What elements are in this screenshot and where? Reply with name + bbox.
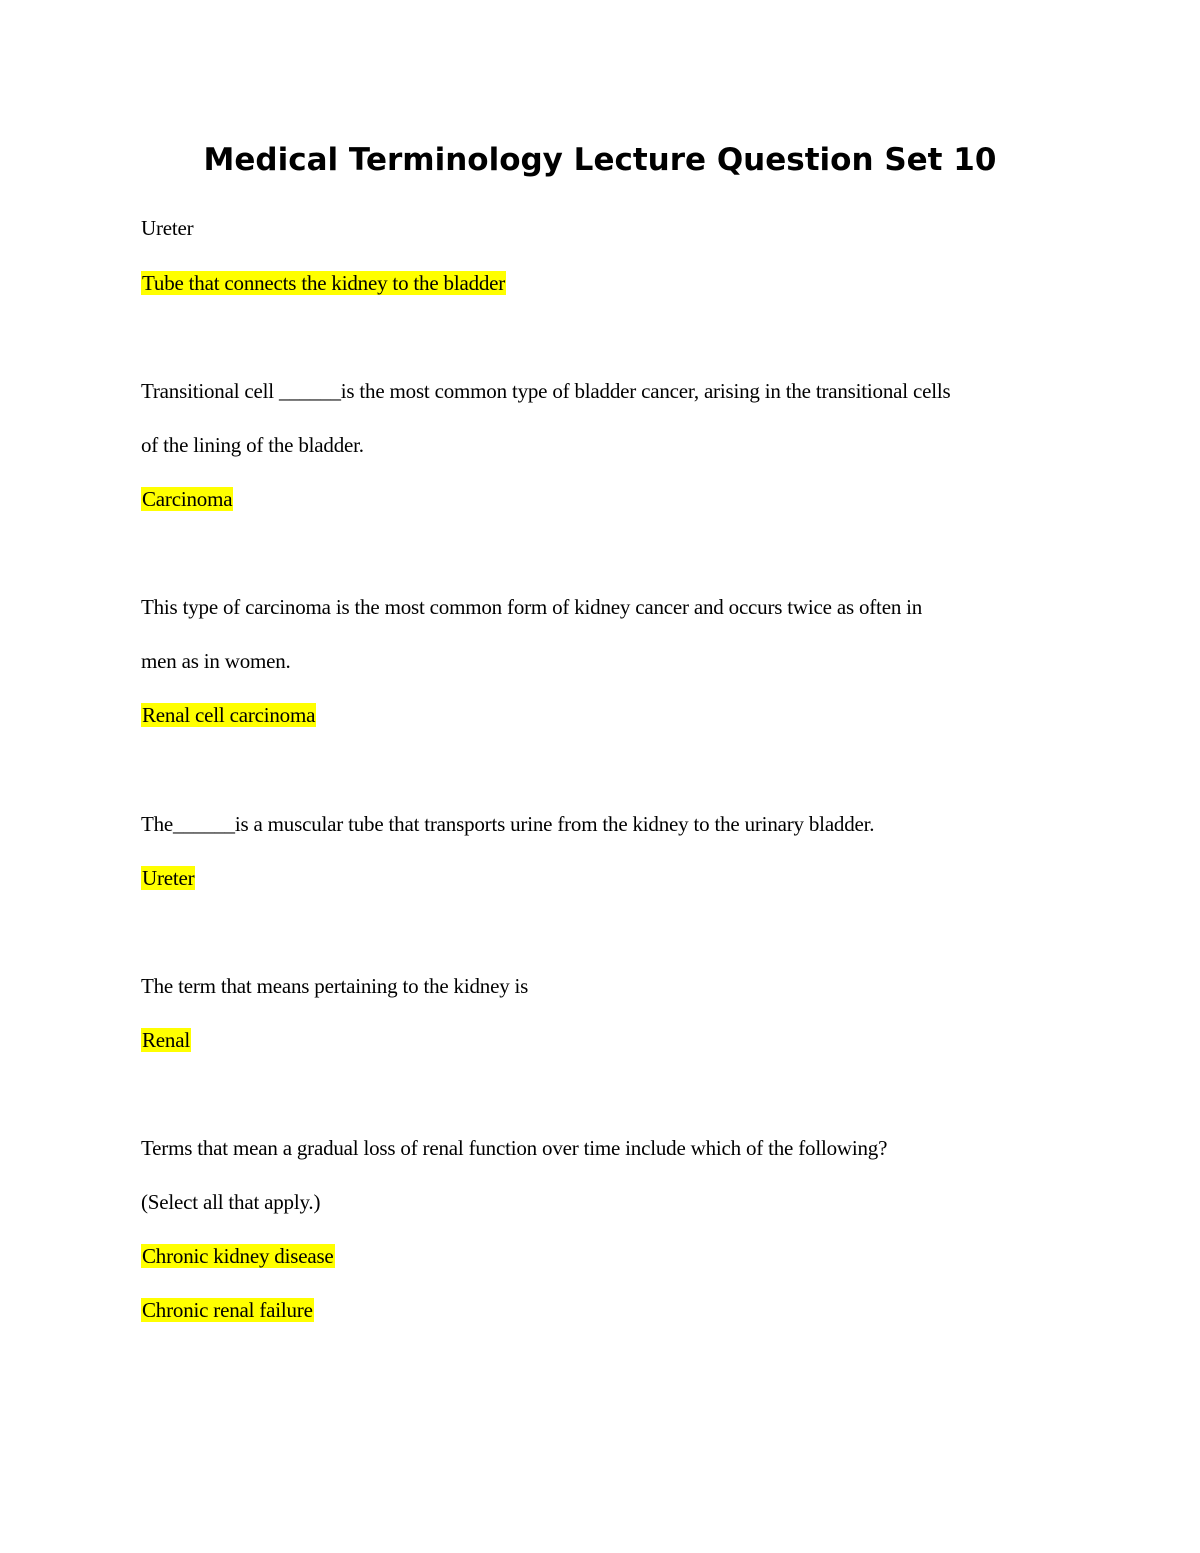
- answer-highlight: [141, 269, 506, 297]
- question-text: men as in women.: [141, 649, 291, 673]
- question-text: This type of carcinoma is the most common form of kidney cancer and occurs twice as often in: [141, 595, 923, 619]
- question-term-ureter: [141, 214, 193, 242]
- question-text: of the lining of the bladder.: [141, 433, 364, 457]
- answer-highlight: [141, 701, 316, 729]
- answer-text: Chronic kidney disease: [142, 1244, 334, 1268]
- answer-text: Renal cell carcinoma: [142, 703, 316, 727]
- question-transitional-cell: [141, 377, 950, 405]
- page-title: Medical Terminology Lecture Question Set 10: [203, 142, 997, 178]
- question-text: Terms that mean a gradual loss of renal function over time include which of the following?: [141, 1136, 888, 1160]
- answer-highlight: [141, 1296, 314, 1324]
- question-muscular-tube: [141, 810, 874, 838]
- answer-text: Tube that connects the kidney to the bladder: [142, 271, 506, 295]
- answer-text: Carcinoma: [142, 487, 233, 511]
- answer-text: Ureter: [142, 866, 195, 890]
- question-gradual-loss-continued: [141, 1188, 320, 1216]
- answer-highlight: [141, 864, 195, 892]
- question-kidney-cancer-continued: [141, 647, 291, 675]
- answer-text: Chronic renal failure: [142, 1298, 313, 1322]
- answer-highlight: [141, 485, 233, 513]
- question-text: The______is a muscular tube that transports urine from the kidney to the urinary bladder.: [141, 812, 875, 836]
- question-transitional-cell-continued: [141, 431, 364, 459]
- question-text: The term that means pertaining to the kidney is: [141, 974, 529, 998]
- question-gradual-loss: [141, 1134, 887, 1162]
- answer-text: Renal: [142, 1028, 190, 1052]
- answer-highlight: [141, 1026, 191, 1054]
- question-text: (Select all that apply.): [141, 1190, 321, 1214]
- question-pertaining-kidney: [141, 972, 528, 1000]
- answer-highlight: [141, 1242, 335, 1270]
- question-kidney-cancer: [141, 593, 922, 621]
- question-text: Ureter: [141, 216, 194, 240]
- question-text: Transitional cell ______is the most common type of bladder cancer, arising in the transitional cells: [141, 379, 951, 403]
